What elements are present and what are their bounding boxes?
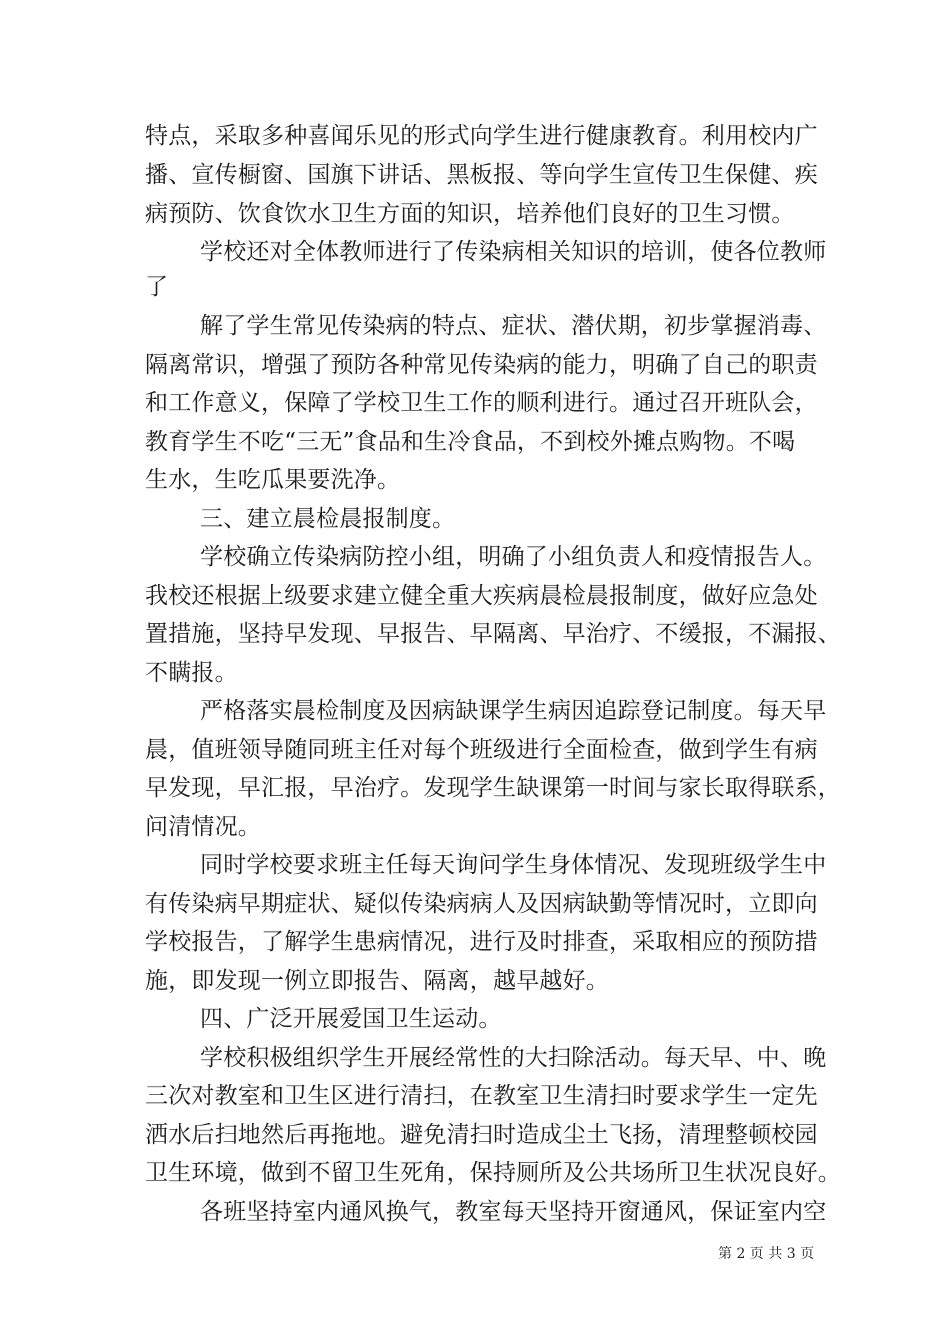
- text-line: 播、宣传橱窗、国旗下讲话、黑板报、等向学生宣传卫生保健、疾: [145, 162, 818, 188]
- text-line: 同时学校要求班主任每天询问学生身体情况、发现班级学生中: [200, 852, 827, 878]
- text-line: 施，即发现一例立即报告、隔离，越早越好。: [145, 968, 609, 994]
- text-line: 置措施，坚持早发现、早报告、早隔离、早治疗、不缓报，不漏报、: [145, 621, 841, 647]
- text-line: 生水，生吃瓜果要洗净。: [145, 467, 401, 493]
- text-line: 各班坚持室内通风换气，教室每天坚持开窗通风，保证室内空: [200, 1199, 827, 1225]
- page-number-footer: 第 2 页 共 3 页: [718, 1246, 815, 1262]
- text-line: 教育学生不吃“三无”食品和生冷食品，不到校外摊点购物。不喝: [145, 429, 796, 455]
- text-line: 学校还对全体教师进行了传染病相关知识的培训，使各位教师: [200, 239, 827, 265]
- text-line: 三次对教室和卫生区进行清扫，在教室卫生清扫时要求学生一定先: [145, 1083, 818, 1109]
- text-line: 病预防、饮食饮水卫生方面的知识，培养他们良好的卫生习惯。: [145, 201, 795, 227]
- text-line: 卫生环境，做到不留卫生死角，保持厕所及公共场所卫生状况良好。: [145, 1160, 841, 1186]
- text-line: 学校积极组织学生开展经常性的大扫除活动。每天早、中、晚: [200, 1045, 827, 1071]
- text-line: 有传染病早期症状、疑似传染病病人及因病缺勤等情况时，立即向: [145, 891, 818, 917]
- text-line: 洒水后扫地然后再拖地。避免清扫时造成尘土飞扬，清理整顿校园: [145, 1122, 818, 1148]
- text-line: 问清情况。: [145, 814, 261, 840]
- text-line: 严格落实晨检制度及因病缺课学生病因追踪登记制度。每天早: [200, 698, 827, 724]
- text-line: 隔离常识，增强了预防各种常见传染病的能力，明确了自己的职责: [145, 352, 818, 378]
- text-line: 和工作意义，保障了学校卫生工作的顺利进行。通过召开班队会，: [145, 390, 818, 416]
- text-line: 特点，采取多种喜闻乐见的形式向学生进行健康教育。利用校内广: [145, 123, 818, 149]
- section-heading: 三、建立晨检晨报制度。: [200, 506, 456, 532]
- text-line: 我校还根据上级要求建立健全重大疾病晨检晨报制度，做好应急处: [145, 583, 818, 609]
- text-line: 了: [145, 274, 169, 300]
- text-line: 早发现，早汇报，早治疗。发现学生缺课第一时间与家长取得联系，: [145, 775, 841, 801]
- section-heading: 四、广泛开展爱国卫生运动。: [200, 1006, 502, 1032]
- text-line: 学校确立传染病防控小组，明确了小组负责人和疫情报告人。: [200, 544, 827, 570]
- text-line: 学校报告，了解学生患病情况，进行及时排查，采取相应的预防措: [145, 929, 818, 955]
- text-line: 晨，值班领导随同班主任对每个班级进行全面检查，做到学生有病: [145, 737, 818, 763]
- text-line: 不瞒报。: [145, 660, 238, 686]
- text-line: 解了学生常见传染病的特点、症状、潜伏期，初步掌握消毒、: [200, 313, 827, 339]
